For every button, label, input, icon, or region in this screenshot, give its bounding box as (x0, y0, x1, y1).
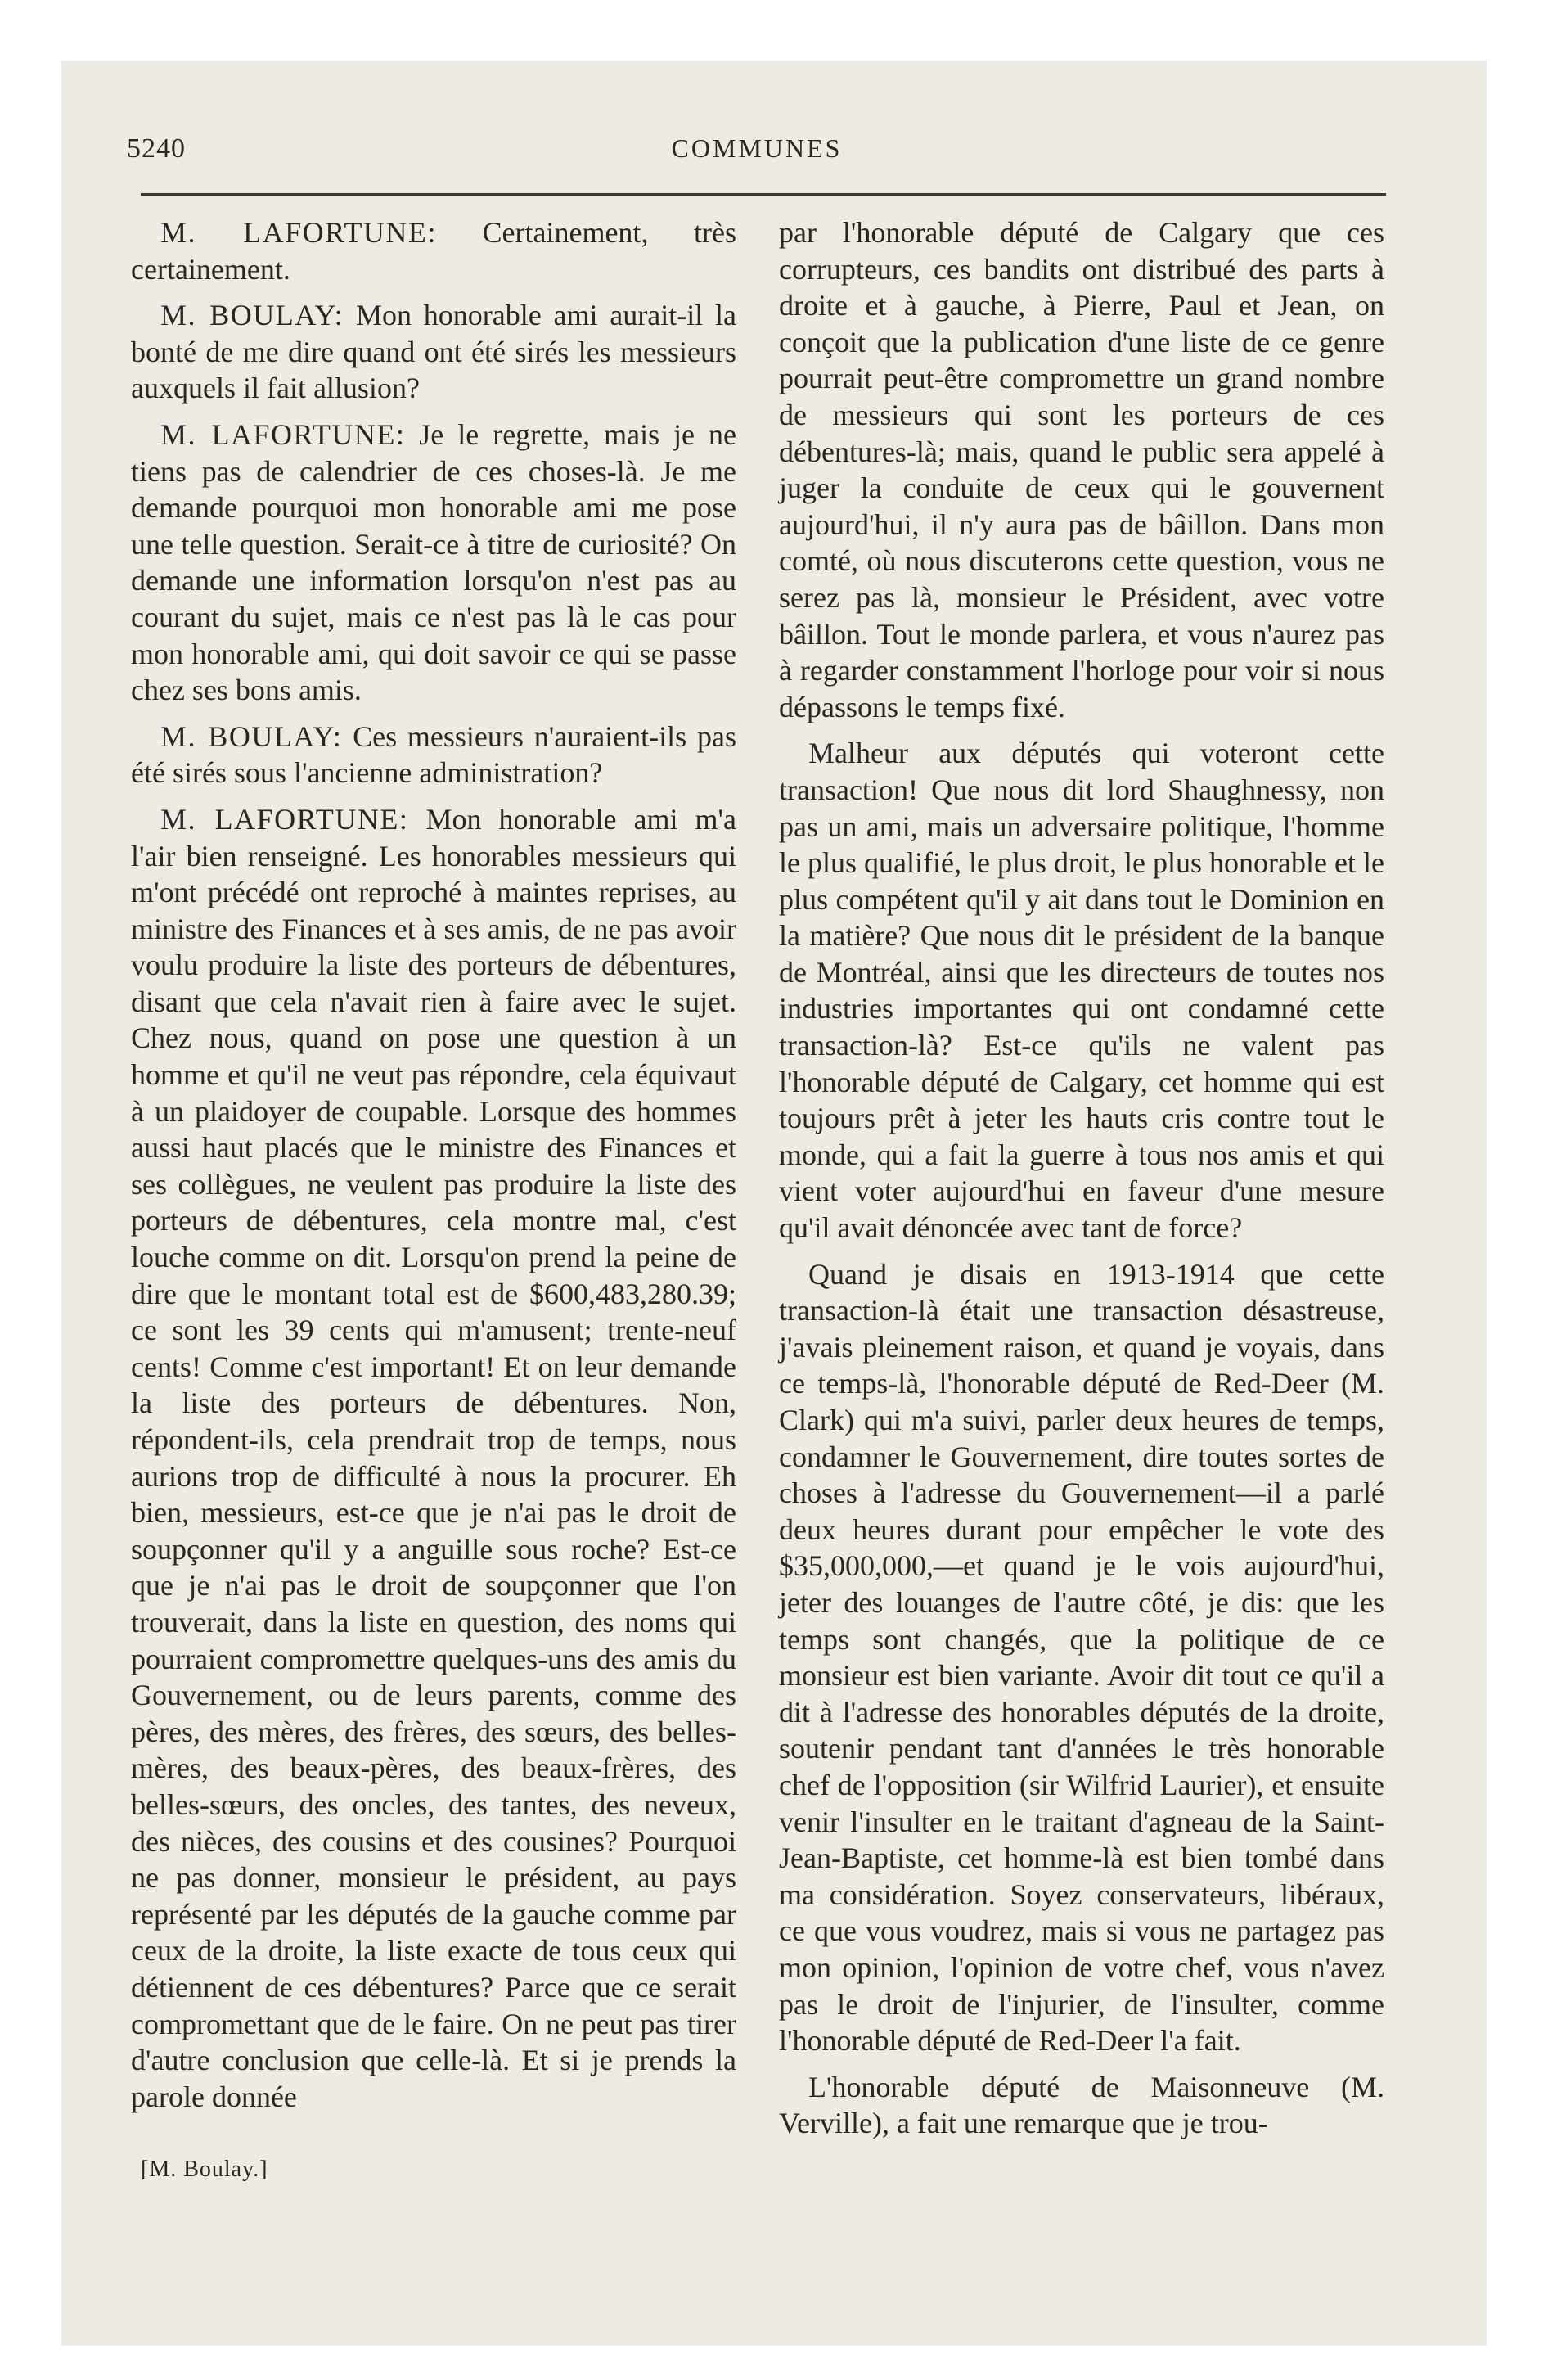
paragraph: Malheur aux députés qui voteront cette transaction! Que nous dit lord Shaughnessy, non pas un ami, mais un adversaire politique, l'homme le plus qualifié, le plus droit, le plus honorable et le plus compétent qu'il y ait dans tout le Dominion en la matière? Que nous dit le président de la banque de Montréal, ainsi que les directeurs de toutes nos industries importantes qui ont condamné cette transaction-là? Est-ce qu'ils ne valent pas l'honorable député de Calgary, cet homme qui est toujours prêt à jeter les hauts cris contre tout le monde, qui a fait la guerre à tous nos amis et qui vient voter aujourd'hui en faveur d'une mesure qu'il avait dénoncée avec tant de force? (779, 737, 1384, 1245)
paragraph (131, 801, 736, 2115)
speaker-name: M. LAFORTUNE: (160, 417, 406, 451)
header-rule (141, 193, 1386, 196)
speech-text: Mon honorable ami m'a l'air bien renseigné. Les honorables messieurs qui m'ont précédé ont reproché à maintes reprises, au ministre des Finances et à ses amis, de ne pas avoir voulu produire la liste des porteurs de débentures, disant que cela n'avait rien à faire avec le sujet. Chez nous, quand on pose une question à un homme et qu'il ne veut pas répondre, cela équivaut à un plaidoyer de coupable. Lorsque des hommes aussi haut placés que le ministre des Finances et ses collègues, ne veulent pas produire la liste des porteurs de débentures, cela montre mal, c'est louche comme on dit. Lorsqu'on prend la peine de dire que le montant total est de $600,483,280.39; ce sont les 39 cents qui m'amusent; trente-neuf cents! Comme c'est important! Et on leur demande la liste des porteurs de débentures. Non, répondent-ils, cela prendrait trop de temps, nous aurions trop de difficulté à nous la procurer. Eh bien, messieurs, est-ce que je n'ai pas le droit de soupçonner qu'il y a anguille sous roche? Est-ce que je n'ai pas le droit de soupçonner que l'on trouverait, dans la liste en question, des noms qui pourraient compromettre quelques-uns des amis du Gouvernement, ou de leurs parents, comme des pères, des mères, des frères, des sœurs, des belles-mères, des beaux-pères, des beaux-frères, des belles-sœurs, des oncles, des tantes, des neveux, des nièces, des cousins et des cousines? Pourquoi ne pas donner, monsieur le président, au pays représenté par les députés de la gauche comme par ceux de la droite, la liste exacte de tous ceux qui détiennent de ces débentures? Parce que ce serait compromettant que de le faire. On ne peut pas tirer d'autre conclusion que celle-là. Et si je prends la parole donnée (131, 802, 736, 2113)
speaker-name: M. LAFORTUNE: (160, 216, 437, 249)
paragraph (131, 297, 736, 407)
page-header (127, 133, 1387, 169)
speech-text: Je le regrette, mais je ne tiens pas de calendrier de ces choses-là. Je me demande pourquoi mon honorable ami me pose une telle question. Serait-ce à titre de curiosité? On demande une information lorsqu'on n'est pas au courant du sujet, mais ce n'est pas là le cas pour mon honorable ami, qui doit savoir ce qui se passe chez ses bons amis. (131, 417, 736, 707)
footer-speaker-ref: [M. Boulay.] (141, 2157, 268, 2182)
paragraph (131, 719, 736, 791)
paragraph-continuation: par l'honorable député de Calgary que ces corrupteurs, ces bandits ont distribué des parts à droite et à gauche, à Pierre, Paul et Jean, on conçoit que la publication d'une liste de ce genre pourrait peut-être compromettre un grand nombre de messieurs qui sont les porteurs de ces débentures-là; mais, quand le public sera appelé à juger la conduite de ceux qui le gouvernent aujourd'hui, il n'y aura pas de bâillon. Dans mon comté, où nous discuterons cette question, vous ne serez pas là, monsieur le Président, avec votre bâillon. Tout le monde parlera, et vous n'aurez pas à regarder constamment l'horloge pour voir si nous dépassons le temps fixé. (779, 216, 1384, 723)
speech-text: Certainement, très certainement. (131, 216, 736, 286)
paragraph (131, 417, 736, 709)
speech-text: Mon honorable ami aurait-il la bonté de me dire quand ont été sirés les messieurs auxquels il fait allusion? (131, 299, 736, 405)
paragraph (131, 214, 736, 287)
page-number: 5240 (127, 133, 186, 164)
speaker-name: M. BOULAY: (160, 719, 343, 753)
running-title: COMMUNES (671, 133, 843, 163)
paragraph: L'honorable député de Maisonneuve (M. Verville), a fait une remarque que je trou- (779, 2070, 1384, 2140)
speaker-name: M. LAFORTUNE: (160, 802, 409, 836)
left-column (131, 214, 736, 2179)
paragraph: Quand je disais en 1913-1914 que cette transaction-là était une transaction désastreuse, j'avais pleinement raison, et quand je voyais, dans ce temps-là, l'honorable député de Red-Deer (M. Clark) qui m'a suivi, parler deux heures de temps, condamner le Gouvernement, dire toutes sortes de choses à l'adresse du Gouvernement—il a parlé deux heures durant pour empêcher le vote des $35,000,000,—et quand je le vois aujourd'hui, jeter des louanges de l'autre côté, je dis: que les temps sont changés, que la politique de ce monsieur est bien variante. Avoir dit tout ce qu'il a dit à l'adresse des honorables députés de la droite, soutenir pendant tant d'années le très honorable chef de l'opposition (sir Wilfrid Laurier), et ensuite venir l'insulter en le traitant d'agneau de la Saint-Jean-Baptiste, cet homme-là est bien tombé dans ma considération. Soyez conservateurs, libéraux, ce que vous voudrez, mais si vous ne partagez pas mon opinion, l'opinion de votre chef, vous n'avez pas le droit de l'injurier, de l'insulter, comme l'honorable député de Red-Deer l'a fait. (779, 1257, 1384, 2058)
speaker-name: M. BOULAY: (160, 299, 344, 332)
right-column (779, 214, 1384, 2179)
speech-text: Ces messieurs n'auraient-ils pas été sirés sous l'ancienne administration? (131, 719, 736, 790)
